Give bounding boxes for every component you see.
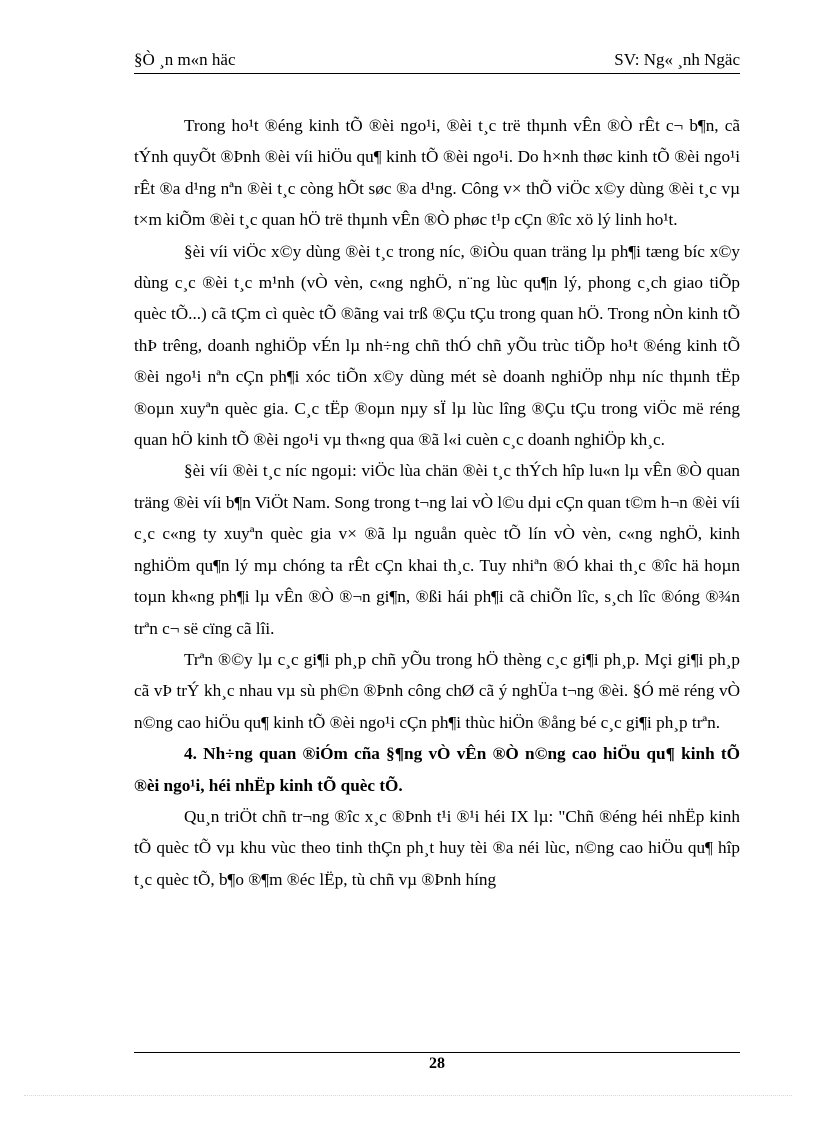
section-heading: 4. Nh÷ng quan ®iÓm cña §¶ng vÒ vÊn ®Ò n©ng cao hiÖu qu¶ kinh tÕ ®èi ngo¹i, héi nhËp kinh tÕ quèc tÕ. bbox=[134, 744, 740, 795]
body-paragraph: §èi víi viÖc x©y dùng ®èi t¸c trong níc, ®iÒu quan träng lµ ph¶i tæng bíc x©y dùng c¸c ®èi t¸c m¹nh (vÒ vèn, c«ng nghÖ, n¨ng lùc qu¶n lý, phong c¸ch giao tiÕp quèc tÕ...) cã tÇm cì quèc tÕ ®ãng vai trß ®Çu tÇu trong quan hÖ. Trong nÒn kinh tÕ thÞ trêng, doanh nghiÖp vÉn lµ nh÷ng chñ thÓ chñ yÕu trùc tiÕp ho¹t ®éng kinh tÕ ®èi ngo¹i nªn cÇn ph¶i xóc tiÕn x©y dùng mét sè doanh nghiÖp nhµ níc thµnh tËp ®oµn xuyªn quèc gia. C¸c tËp ®oµn nµy sÏ lµ lùc lîng ®Çu tÇu trong viÖc më réng quan hÖ kinh tÕ ®èi ngo¹i vµ th«ng qua ®ã l«i cuèn c¸c doanh nghiÖp kh¸c. bbox=[134, 241, 740, 450]
header-student-name: SV: Ng« ¸nh Ngäc bbox=[614, 50, 740, 69]
body-paragraph: Trªn ®©y lµ c¸c gi¶i ph¸p chñ yÕu trong hÖ thèng c¸c gi¶i ph¸p. Mçi gi¶i ph¸p cã vÞ trÝ kh¸c nhau vµ sù ph©n ®Þnh công chØ cã ý nghÜa t¬ng ®èi. §Ó më réng vÒ n©ng cao hiÖu qu¶ kinh tÕ ®èi ngo¹i cÇn ph¶i thùc hiÖn ®ång bé c¸c gi¶i ph¸p trªn. bbox=[134, 649, 740, 732]
body-paragraph: §èi víi ®èi t¸c níc ngoµi: viÖc lùa chän ®èi t¸c thÝch hîp lu«n lµ vÊn ®Ò quan träng ®èi víi b¶n ViÖt Nam. Song trong t¬ng lai vÒ l©u dµi cÇn quan t©m h¬n ®èi víi c¸c c«ng ty xuyªn quèc gia v× ®ã lµ nguån quèc tÕ lín vÒ vèn, c«ng nghÖ, kinh nghiÖm qu¶n lý mµ chóng ta rÊt cÇn khai th¸c. Tuy nhiªn ®Ó khai th¸c ®îc hä hoµn toµn kh«ng ph¶i lµ vÊn ®Ò ®¬n gi¶n, ®ßi hái ph¶i cã chiÕn lîc, s¸ch lîc ®óng ®¾n trªn c¬ së cïng cã lîi. bbox=[134, 461, 740, 638]
header-divider bbox=[134, 73, 740, 74]
page-edge-divider bbox=[24, 1095, 792, 1096]
header-subject-label: §Ò ¸n m«n häc bbox=[134, 50, 236, 69]
body-paragraph: Qu¸n triÖt chñ tr¬ng ®îc x¸c ®Þnh t¹i ®¹i héi IX lµ: "Chñ ®éng héi nhËp kinh tÕ quèc tÕ vµ khu vùc theo tinh thÇn ph¸t huy tèi ®a néi lùc, n©ng cao hiÖu qu¶ hîp t¸c quèc tÕ, b¶o ®¶m ®éc lËp, tù chñ vµ ®Þnh híng bbox=[134, 806, 740, 889]
page-header bbox=[134, 50, 740, 72]
body-paragraph: Trong ho¹t ®éng kinh tÕ ®èi ngo¹i, ®èi t¸c trë thµnh vÊn ®Ò rÊt c¬ b¶n, cã tÝnh quyÕt ®Þnh ®èi víi hiÖu qu¶ kinh tÕ ®èi ngo¹i. Do h×nh thøc kinh tÕ ®èi ngo¹i rÊt ®a d¹ng nªn ®èi t¸c còng hÕt søc ®a d¹ng. Công v× thÕ viÖc x©y dùng ®èi t¸c vµ t×m kiÕm ®èi t¸c quan hÖ trë thµnh vÊn ®Ò phøc t¹p cÇn ®îc xö lý linh ho¹t. bbox=[134, 116, 740, 230]
footer-divider bbox=[134, 1052, 740, 1053]
document-body bbox=[134, 110, 740, 895]
page-number: 28 bbox=[429, 1055, 445, 1072]
